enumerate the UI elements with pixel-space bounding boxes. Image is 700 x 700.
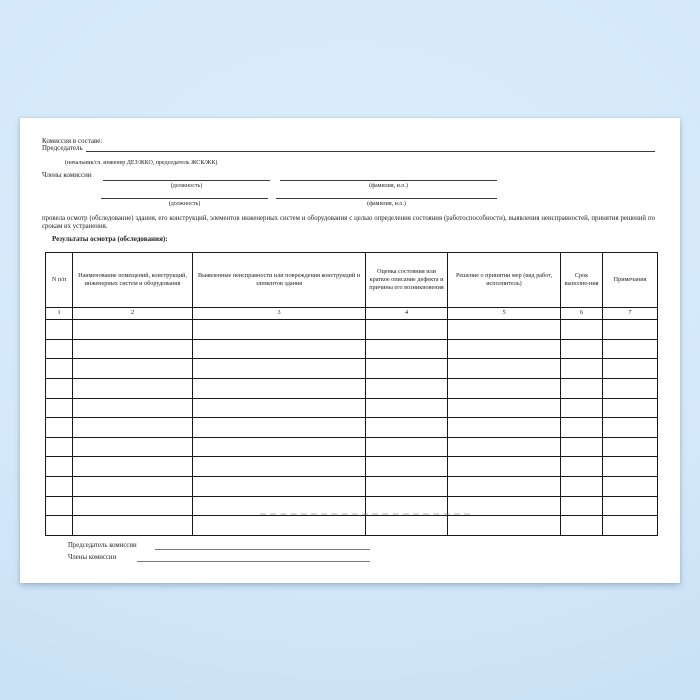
table-column-number-cell: 7 [603,308,658,320]
table-empty-cell [46,477,73,497]
table-empty-cell [603,457,658,477]
table-row [46,437,658,457]
table-empty-cell [46,457,73,477]
table-empty-cell [366,320,448,340]
position-hint-1: (должность) [170,183,203,189]
table-empty-cell [73,437,193,457]
table-row [46,477,658,497]
table-empty-cell [448,320,561,340]
table-empty-cell [603,339,658,359]
surname-hint-2: (фамилия, и.о.) [367,201,406,207]
table-header-cell: Наименование помещений, конструкций, инженерных систем и оборудования [73,253,193,308]
table-empty-cell [193,418,366,438]
table-header-cell: Выявленные неисправности или повреждения конструкций и элементов здания [193,253,366,308]
table-empty-cell [561,398,603,418]
table-empty-cell [46,320,73,340]
position-hint-2: (должность) [168,201,201,207]
table-empty-cell [561,496,603,516]
member-position-line-2 [101,197,268,199]
table-row [46,398,658,418]
table-empty-cell [603,516,658,536]
table-empty-cell [73,359,193,379]
table-empty-cell [561,418,603,438]
table-empty-cell [193,457,366,477]
table-row [46,496,658,516]
table-empty-cell [448,457,561,477]
table-empty-cell [73,378,193,398]
table-empty-cell [561,516,603,536]
table-empty-cell [46,359,73,379]
member-surname-line-1 [280,179,497,181]
chairman-blank-line [86,150,655,152]
table-empty-cell [193,477,366,497]
chairman-hint: (начальник/гл. инженер ДЕЗ/ЖКО, председатель ЖСК/ЖК) [65,160,218,166]
table-empty-cell [193,378,366,398]
table-body [46,320,658,536]
table-empty-cell [46,339,73,359]
table-empty-cell [46,516,73,536]
members-signature-line [137,560,370,562]
member-surname-line-2 [276,197,497,199]
table-header-cell: Срок выполне-ния [561,253,603,308]
table-empty-cell [448,359,561,379]
table-header-cell: N п/п [46,253,73,308]
table-empty-cell [366,378,448,398]
table-row [46,339,658,359]
table-empty-cell [366,496,448,516]
table-empty-cell [603,398,658,418]
surname-hint-1: (фамилия, и.о.) [369,183,408,189]
members-label: Члены комиссии [42,171,92,179]
table-row [46,359,658,379]
table-empty-cell [73,457,193,477]
table-empty-cell [73,339,193,359]
table-empty-cell [448,516,561,536]
table-empty-cell [193,320,366,340]
table-empty-cell [603,437,658,457]
table-empty-cell [448,378,561,398]
table-empty-cell [561,437,603,457]
table-empty-cell [448,398,561,418]
table-empty-cell [448,418,561,438]
table-row [46,457,658,477]
table-row [46,378,658,398]
table-empty-cell [603,320,658,340]
table-row [46,418,658,438]
table-empty-cell [73,516,193,536]
table-column-number-cell: 6 [561,308,603,320]
table-empty-cell [193,359,366,379]
table-empty-cell [366,359,448,379]
table-empty-cell [46,437,73,457]
table-header-row [46,253,658,308]
table-empty-cell [448,496,561,516]
table-empty-cell [561,359,603,379]
table-row [46,516,658,536]
table-empty-cell [603,359,658,379]
table-empty-cell [561,477,603,497]
table-empty-cell [366,398,448,418]
members-signature-label: Члены комиссии [68,554,117,561]
table-header-cell: Решение о принятии мер (вид работ, исполнитель) [448,253,561,308]
table-empty-cell [73,320,193,340]
table-empty-cell [46,398,73,418]
table-empty-cell [193,339,366,359]
table-empty-cell [193,398,366,418]
table-empty-cell [366,477,448,497]
table-number-row [46,308,658,320]
document-page [20,118,680,583]
table-empty-cell [561,339,603,359]
table-empty-cell [46,378,73,398]
composition-heading: Комиссия в составе: [42,137,103,145]
table-empty-cell [73,398,193,418]
table-empty-cell [366,516,448,536]
table-empty-cell [448,477,561,497]
table-empty-cell [448,437,561,457]
chairman-signature-label: Председатель комиссии [68,542,137,549]
table-column-number-cell: 5 [448,308,561,320]
results-table [45,252,658,536]
table-empty-cell [603,378,658,398]
table-header-cell: Примечания [603,253,658,308]
member-position-line-1 [103,179,270,181]
table-row [46,320,658,340]
table-empty-cell [193,516,366,536]
table-column-number-cell: 3 [193,308,366,320]
results-heading: Результаты осмотра (обследования): [52,235,168,243]
table-empty-cell [366,437,448,457]
table-column-number-cell: 2 [73,308,193,320]
table-empty-cell [193,437,366,457]
table-empty-cell [73,496,193,516]
inspection-purpose-paragraph: провела осмотр (обследование) здания, его конструкций, элементов инженерных систем и оборудования с целью определения состояния (работоспособности), выявления неисправностей, принятия решений по срокам их устранения. [42,215,655,231]
table-empty-cell [366,457,448,477]
chairman-signature-line [155,548,370,550]
table-column-number-cell: 1 [46,308,73,320]
table-empty-cell [448,339,561,359]
table-empty-cell [73,418,193,438]
table-empty-cell [366,418,448,438]
table-empty-cell [561,457,603,477]
table-empty-cell [603,418,658,438]
table-empty-cell [561,320,603,340]
chairman-label: Председатель [42,144,83,152]
table-empty-cell [46,496,73,516]
table-column-number-cell: 4 [366,308,448,320]
table-header-cell: Оценка состояния или краткое описание дефекта и причины его возникновения [366,253,448,308]
table-empty-cell [603,477,658,497]
table-empty-cell [366,339,448,359]
table-empty-cell [561,378,603,398]
table-empty-cell [603,496,658,516]
table-empty-cell [73,477,193,497]
table-empty-cell [46,418,73,438]
table-empty-cell [193,496,366,516]
